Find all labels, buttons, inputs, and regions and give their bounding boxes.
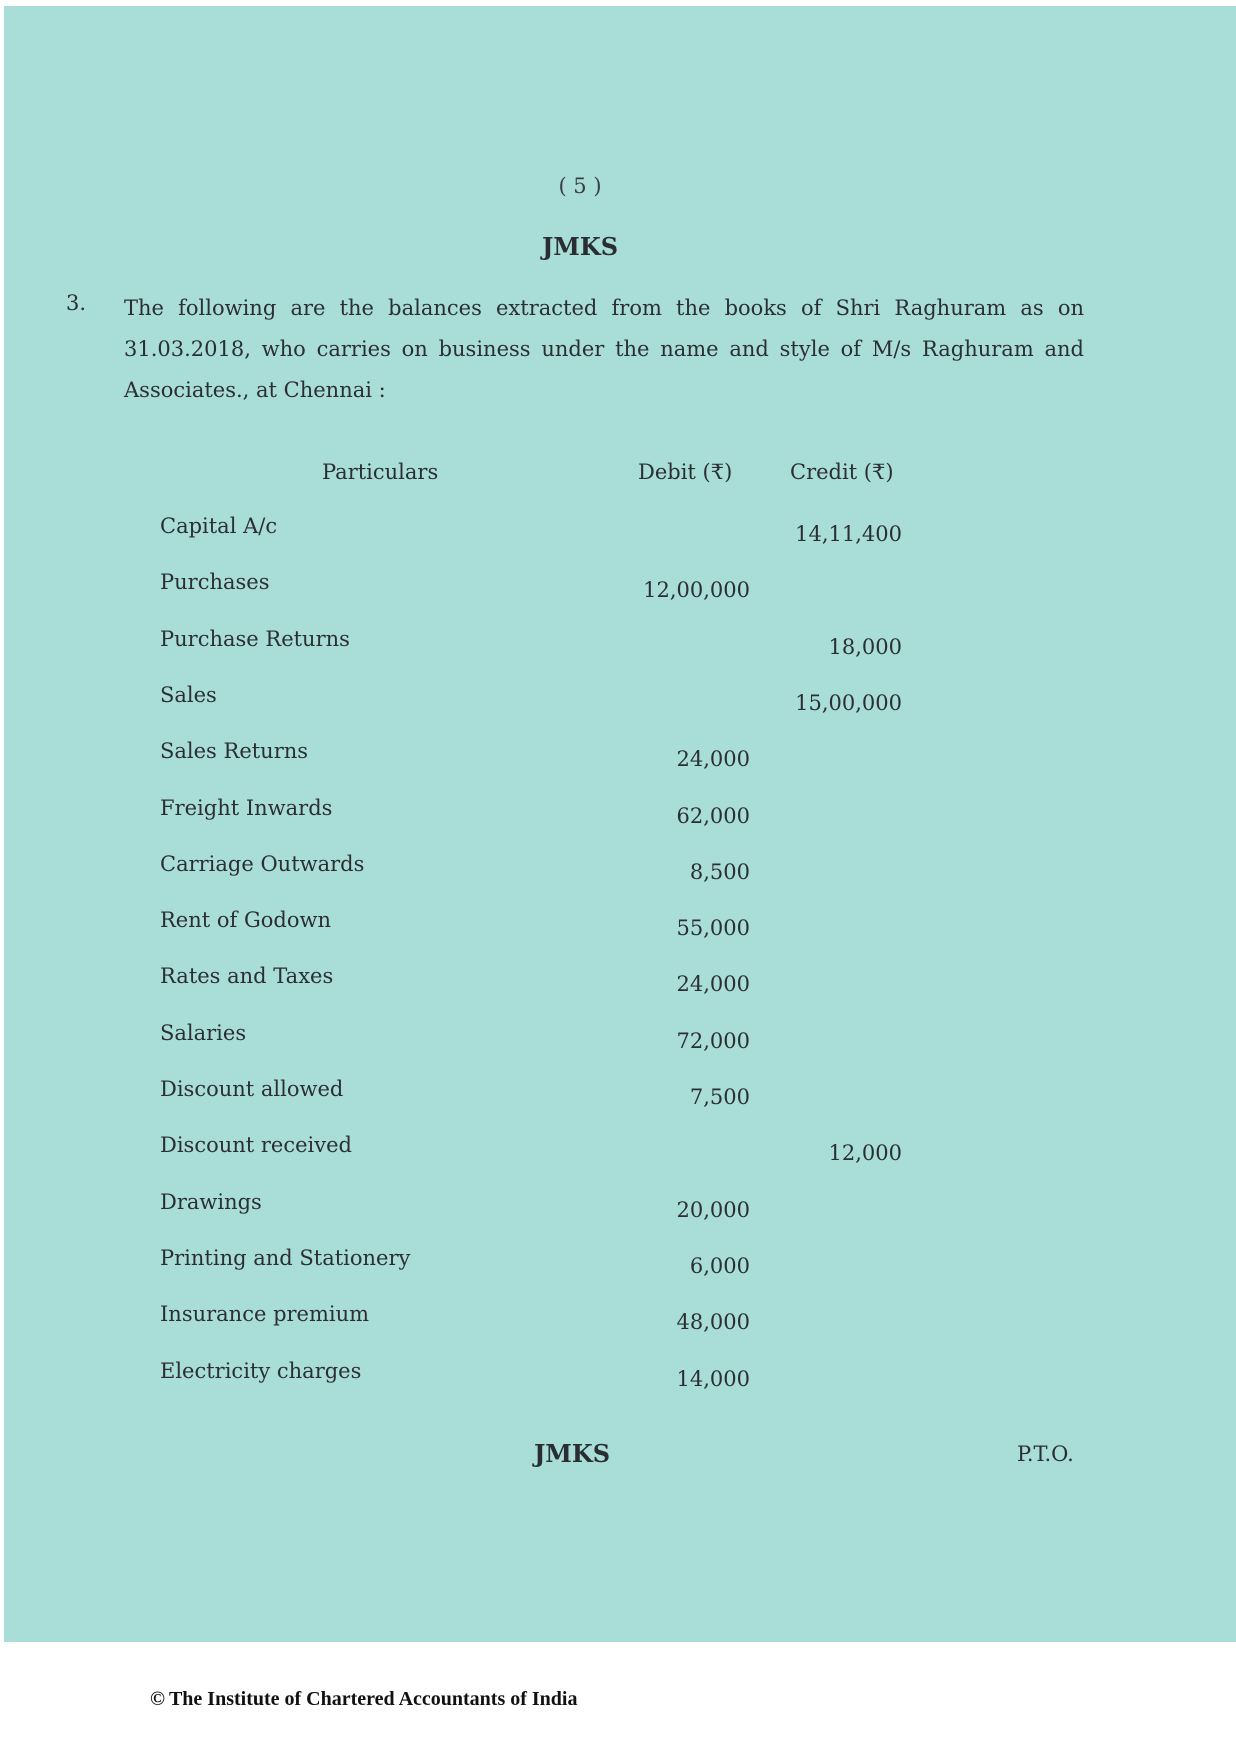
question-number: 3. bbox=[66, 291, 87, 315]
table-row bbox=[4, 1359, 1236, 1399]
row-particular: Carriage Outwards bbox=[160, 852, 365, 876]
row-particular: Sales Returns bbox=[160, 739, 309, 763]
table-row bbox=[4, 1077, 1236, 1117]
row-debit: 55,000 bbox=[676, 916, 750, 940]
table-row bbox=[4, 852, 1236, 892]
table-row bbox=[4, 570, 1236, 610]
row-particular: Electricity charges bbox=[160, 1359, 362, 1383]
table-row bbox=[4, 739, 1236, 779]
table-row bbox=[4, 1302, 1236, 1342]
row-credit: 12,000 bbox=[828, 1141, 902, 1165]
header-credit: Credit (₹) bbox=[790, 460, 894, 484]
table-row bbox=[4, 908, 1236, 948]
row-debit: 6,000 bbox=[689, 1254, 750, 1278]
table-row bbox=[4, 1246, 1236, 1286]
header-debit: Debit (₹) bbox=[638, 460, 733, 484]
row-credit: 18,000 bbox=[828, 635, 902, 659]
row-debit: 48,000 bbox=[676, 1310, 750, 1334]
exam-page bbox=[4, 6, 1236, 1642]
row-debit: 24,000 bbox=[676, 972, 750, 996]
row-debit: 7,500 bbox=[689, 1085, 750, 1109]
row-particular: Printing and Stationery bbox=[160, 1246, 411, 1270]
question-text: The following are the balances extracted from the books of Shri Raghuram as on 31.03.2018, who carries on business under the name and style of M/s Raghuram and Associates., at Chennai : bbox=[124, 296, 1084, 402]
paper-code-bottom: JMKS bbox=[533, 1439, 611, 1468]
row-credit: 15,00,000 bbox=[795, 691, 902, 715]
copyright-line bbox=[150, 1688, 578, 1711]
row-particular: Freight Inwards bbox=[160, 796, 333, 820]
table-row bbox=[4, 627, 1236, 667]
table-row bbox=[4, 964, 1236, 1004]
row-particular: Rates and Taxes bbox=[160, 964, 334, 988]
row-particular: Purchases bbox=[160, 570, 270, 594]
table-row bbox=[4, 1190, 1236, 1230]
row-particular: Purchase Returns bbox=[160, 627, 350, 651]
page-number: ( 5 ) bbox=[558, 174, 602, 198]
row-particular: Drawings bbox=[160, 1190, 262, 1214]
row-credit: 14,11,400 bbox=[795, 522, 902, 546]
row-particular: Capital A/c bbox=[160, 514, 278, 538]
table-row bbox=[4, 514, 1236, 554]
table-row bbox=[4, 683, 1236, 723]
table-row bbox=[4, 1021, 1236, 1061]
row-debit: 62,000 bbox=[676, 804, 750, 828]
row-particular: Insurance premium bbox=[160, 1302, 370, 1326]
table-row bbox=[4, 1133, 1236, 1173]
pto-label: P.T.O. bbox=[1017, 1442, 1074, 1466]
paper-code-top: JMKS bbox=[541, 232, 619, 261]
row-particular: Salaries bbox=[160, 1021, 247, 1045]
header-particulars: Particulars bbox=[322, 460, 439, 484]
copyright-symbol: © bbox=[150, 1688, 165, 1710]
row-particular: Discount received bbox=[160, 1133, 353, 1157]
row-particular: Rent of Godown bbox=[160, 908, 331, 932]
row-debit: 72,000 bbox=[676, 1029, 750, 1053]
row-debit: 14,000 bbox=[676, 1367, 750, 1391]
table-row bbox=[4, 796, 1236, 836]
copyright-text: The Institute of Chartered Accountants of India bbox=[168, 1688, 578, 1710]
row-particular: Sales bbox=[160, 683, 217, 707]
row-particular: Discount allowed bbox=[160, 1077, 344, 1101]
row-debit: 12,00,000 bbox=[643, 578, 750, 602]
row-debit: 8,500 bbox=[689, 860, 750, 884]
row-debit: 20,000 bbox=[676, 1198, 750, 1222]
row-debit: 24,000 bbox=[676, 747, 750, 771]
